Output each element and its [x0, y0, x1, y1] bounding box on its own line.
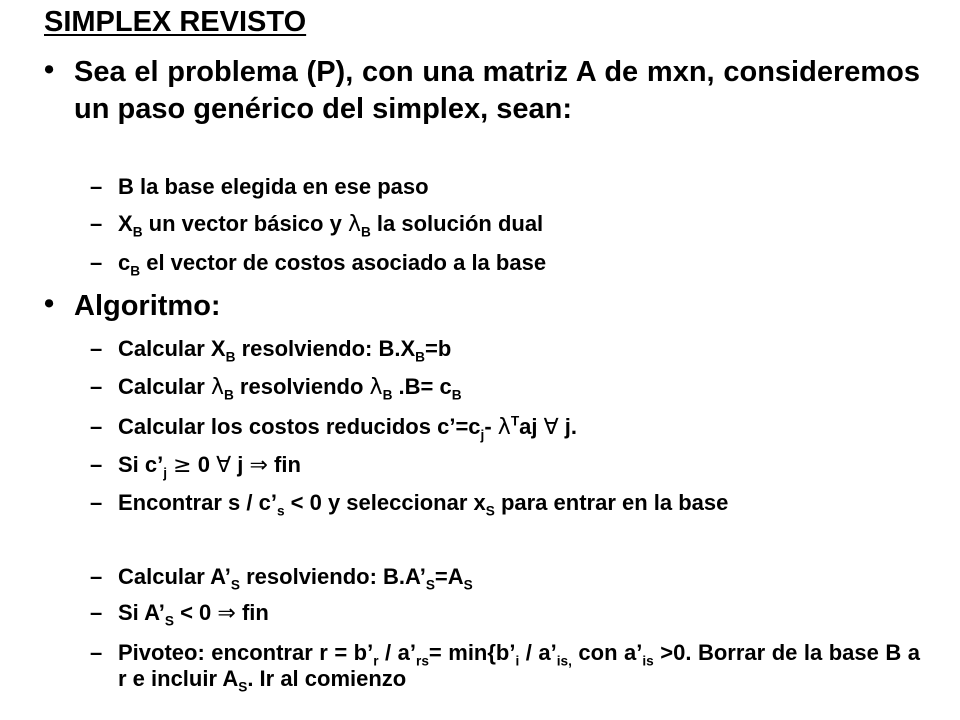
dash-marker: –: [90, 600, 103, 625]
slide-title: SIMPLEX REVISTO: [44, 6, 307, 38]
subscript: is: [642, 653, 654, 669]
text-segment: c: [118, 250, 131, 275]
text-segment: Calcular: [118, 374, 211, 399]
superscript: T: [510, 413, 520, 429]
lambda-symbol: λ: [497, 415, 511, 440]
text-segment: j: [231, 452, 250, 477]
subscript: is,: [556, 653, 572, 669]
list-item-text: [118, 374, 920, 401]
dash-marker: –: [90, 250, 103, 275]
subscript: B: [360, 224, 371, 240]
subscript: s: [276, 503, 285, 519]
text-segment: 0: [191, 452, 217, 477]
dash-marker: –: [90, 374, 103, 399]
subscript: B: [415, 349, 426, 365]
subscript: S: [425, 577, 435, 593]
implies-symbol: ⇒: [217, 601, 236, 626]
forall-symbol: ∀: [216, 453, 232, 478]
text-segment: . Ir al comienzo: [247, 666, 407, 691]
dash-marker: –: [90, 174, 103, 199]
text-segment: =b: [425, 336, 452, 361]
subscript: S: [463, 577, 473, 593]
dash-marker: –: [90, 452, 103, 477]
text-segment: con a’: [571, 640, 643, 665]
text-segment: -: [484, 414, 498, 439]
subscript: B: [132, 224, 143, 240]
subscript: B: [451, 387, 462, 403]
text-segment: resolviendo: B.X: [235, 336, 416, 361]
dash-marker: –: [90, 640, 103, 665]
text-segment: el vector de costos asociado a la base: [140, 250, 547, 275]
text-segment: resolviendo: B.A’: [240, 564, 426, 589]
text-segment: < 0 y seleccionar x: [284, 490, 486, 515]
list-item-text: [118, 490, 920, 519]
list-item-text: [118, 564, 920, 593]
subscript: S: [485, 503, 495, 519]
text-segment: Si A’: [118, 600, 165, 625]
text-segment: Calcular los costos reducidos c’=c: [118, 414, 481, 439]
text-segment: Pivoteo: encontrar r = b’: [118, 640, 374, 665]
text-segment: j.: [558, 414, 578, 439]
list-item-text: [118, 250, 920, 279]
text-segment: .B= c: [392, 374, 452, 399]
dash-marker: –: [90, 414, 103, 439]
dash-marker: –: [90, 211, 103, 236]
subscript: S: [238, 679, 248, 695]
text-segment: fin: [235, 600, 269, 625]
list-item-text: [118, 640, 920, 695]
list-item-text: [118, 414, 920, 441]
text-segment: / a’: [519, 640, 557, 665]
lambda-symbol: λ: [369, 375, 383, 400]
list-item-text: [118, 600, 920, 627]
text-segment: Si c’: [118, 452, 164, 477]
text-segment: aj: [519, 414, 544, 439]
dash-marker: –: [90, 336, 103, 361]
subscript: B: [223, 387, 234, 403]
text-segment: para entrar en la base: [494, 490, 729, 515]
bullet-algorithm-text: Algoritmo:: [74, 290, 221, 322]
list-item-text: B la base elegida en ese paso: [118, 174, 429, 199]
text-segment: Encontrar s / c’: [118, 490, 277, 515]
dash-marker: –: [90, 564, 103, 589]
subscript: rs: [416, 653, 429, 669]
text-segment: un vector básico y: [142, 211, 348, 236]
bullet-marker: •: [44, 54, 55, 86]
text-segment: / a’: [378, 640, 417, 665]
text-segment: fin: [267, 452, 301, 477]
lambda-symbol: λ: [210, 375, 224, 400]
subscript: i: [515, 653, 520, 669]
subscript: B: [382, 387, 393, 403]
text-segment: = min{b’: [428, 640, 516, 665]
subscript: B: [225, 349, 236, 365]
subscript: j: [163, 465, 168, 481]
subscript: r: [373, 653, 379, 669]
forall-symbol: ∀: [543, 415, 559, 440]
bullet-problem-text: Sea el problema (P), con una matriz A de mxn, consideremos un paso genérico del simplex, sean:: [74, 56, 920, 125]
subscript: j: [480, 427, 485, 443]
list-item-text: [118, 452, 920, 479]
subscript: S: [164, 613, 174, 629]
dash-marker: –: [90, 490, 103, 515]
subscript: S: [230, 577, 240, 593]
bullet-marker: •: [44, 288, 55, 320]
text-segment: Calcular X: [118, 336, 226, 361]
implies-symbol: ⇒: [249, 453, 268, 478]
text-segment: Calcular A’: [118, 564, 231, 589]
list-item-text: [118, 336, 920, 365]
text-segment: X: [118, 211, 133, 236]
text-segment: < 0: [173, 600, 218, 625]
lambda-symbol: λ: [347, 212, 361, 237]
list-item-text: [118, 211, 920, 238]
text-segment: =A: [434, 564, 464, 589]
text-segment: resolviendo: [233, 374, 370, 399]
text-segment: la solución dual: [370, 211, 544, 236]
text-segment: >0. Borrar de la base B a r e incluir A: [118, 640, 920, 691]
subscript: B: [130, 263, 141, 279]
geq-symbol: ≥: [173, 453, 192, 478]
